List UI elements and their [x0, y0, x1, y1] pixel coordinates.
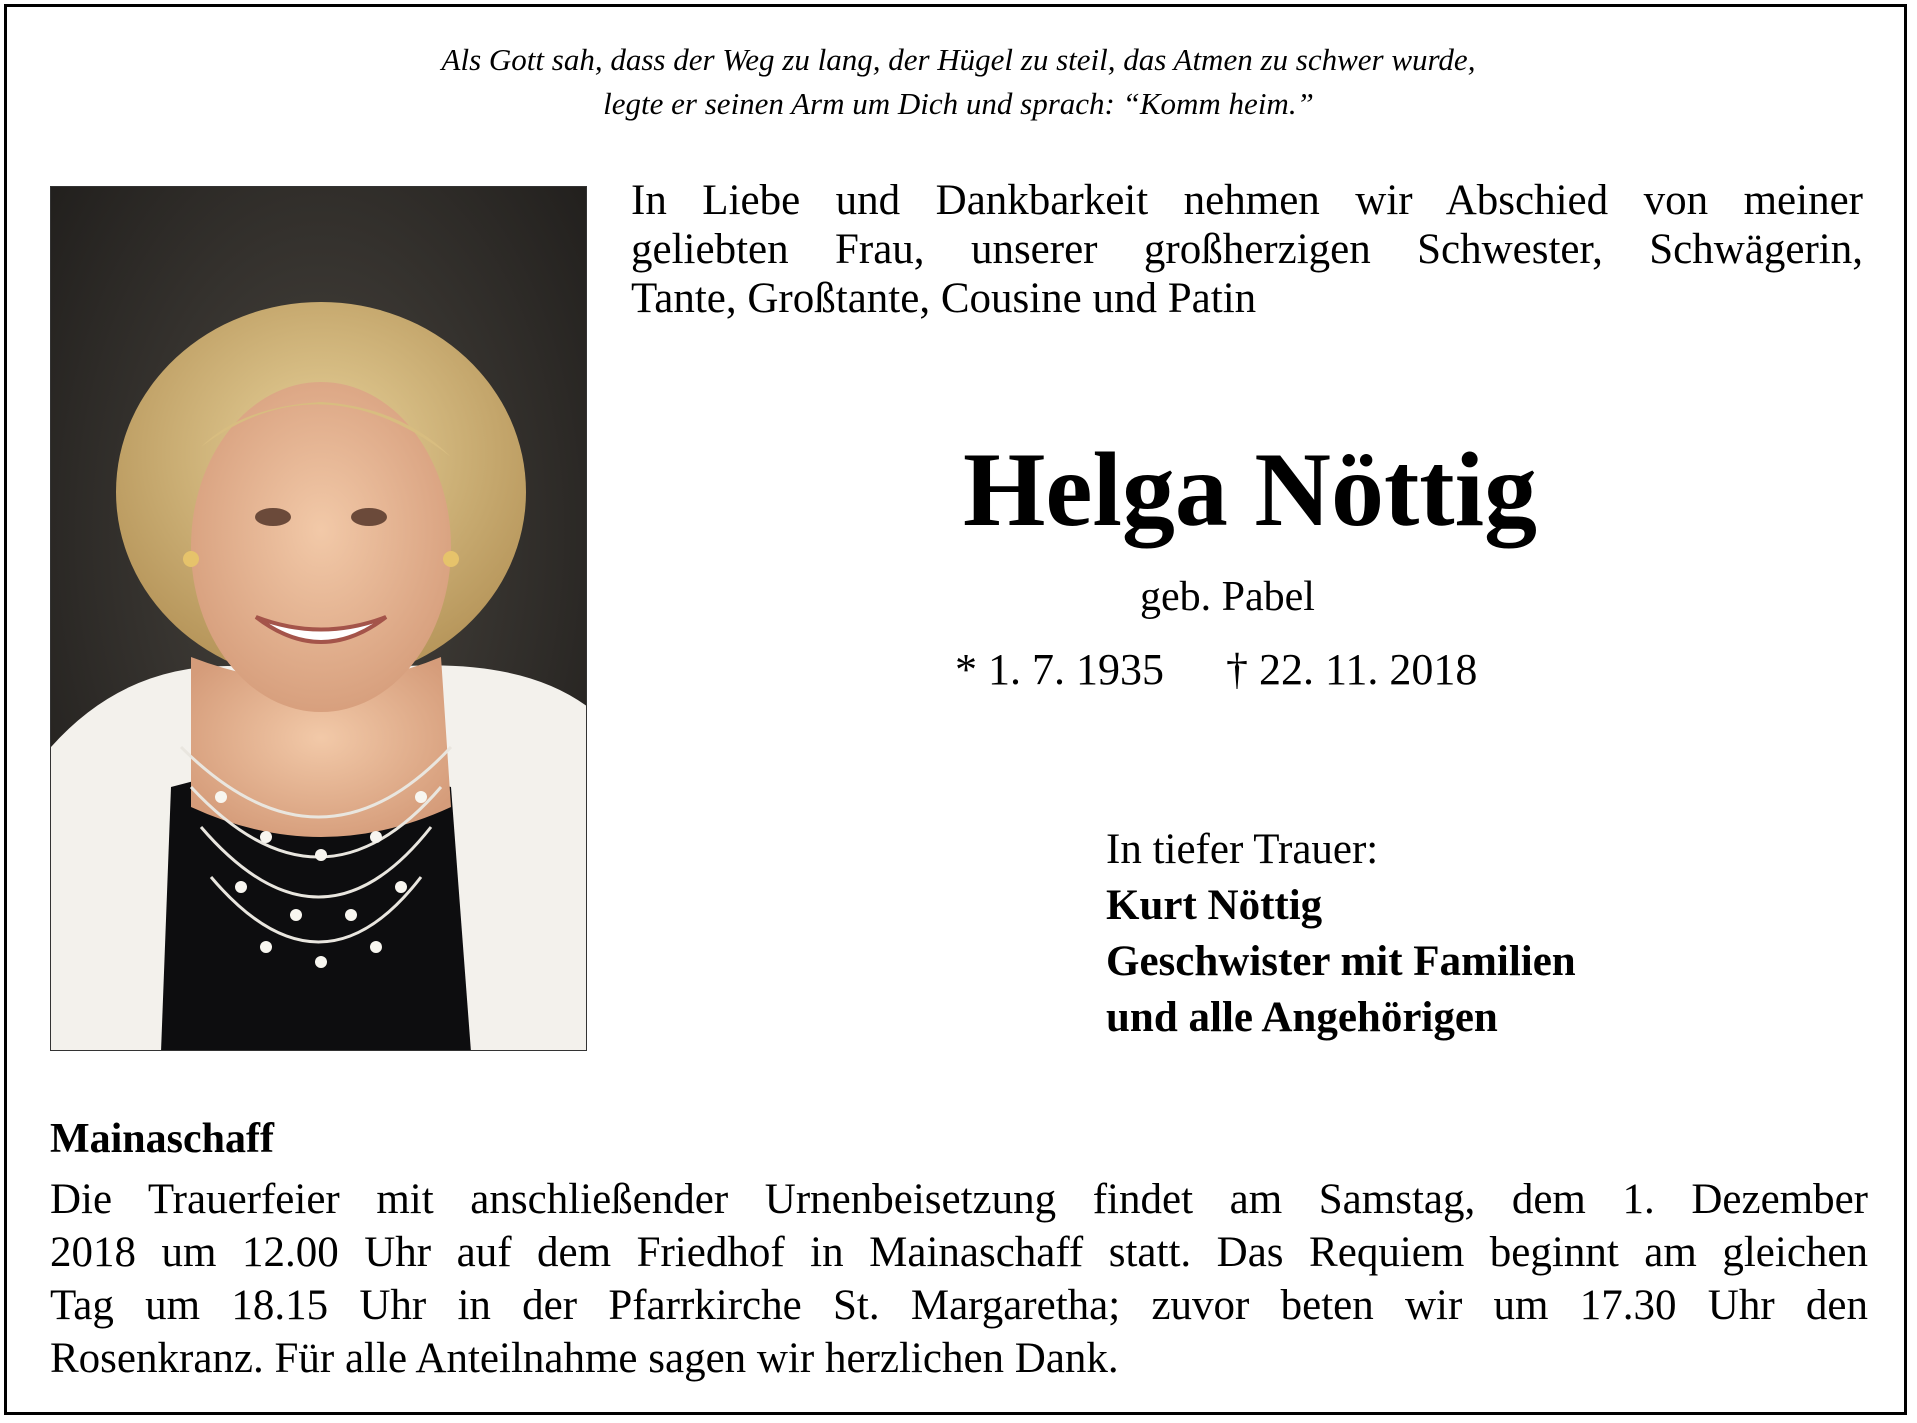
birth-date: * 1. 7. 1935 [955, 645, 1164, 694]
notice-line-3: Tag um 18.15 Uhr in der Pfarrkirche St. Margaretha; zuvor beten wir um 17.30 Uhr den [50, 1282, 1868, 1329]
funeral-notice-text [50, 1173, 1868, 1385]
portrait-photo [50, 186, 587, 1051]
deceased-name: Helga Nöttig [962, 431, 1538, 548]
mourners-block [1106, 822, 1576, 1046]
opening-quote [0, 38, 1917, 126]
place-heading: Mainaschaff [50, 1116, 274, 1162]
life-dates [955, 644, 1477, 696]
intro-line-3: Tante, Großtante, Cousine und Patin [631, 275, 1257, 322]
intro-text [631, 176, 1863, 323]
quote-line-1: Als Gott sah, dass der Weg zu lang, der Hügel zu steil, das Atmen zu schwer wurde, [441, 42, 1476, 77]
mourner-name: Kurt Nöttig [1106, 882, 1323, 929]
maiden-name: geb. Pabel [1140, 574, 1315, 620]
mourner-name: Geschwister mit Familien [1106, 938, 1576, 985]
intro-line-2: geliebten Frau, unserer großherzigen Schwester, Schwägerin, [631, 226, 1863, 273]
notice-line-2: 2018 um 12.00 Uhr auf dem Friedhof in Mainaschaff statt. Das Requiem beginnt am gleichen [50, 1229, 1868, 1276]
portrait-illustration [51, 187, 587, 1051]
notice-line-1: Die Trauerfeier mit anschließender Urnenbeisetzung findet am Samstag, dem 1. Dezember [50, 1176, 1868, 1223]
mourner-name: und alle Angehörigen [1106, 994, 1498, 1041]
notice-line-4: Rosenkranz. Für alle Anteilnahme sagen wir herzlichen Dank. [50, 1335, 1119, 1382]
quote-line-2: legte er seinen Arm um Dich und sprach: “Komm heim.” [603, 86, 1314, 121]
intro-line-1: In Liebe und Dankbarkeit nehmen wir Abschied von meiner [631, 177, 1863, 224]
death-date: † 22. 11. 2018 [1226, 645, 1478, 694]
mourning-heading: In tiefer Trauer: [1106, 826, 1379, 873]
